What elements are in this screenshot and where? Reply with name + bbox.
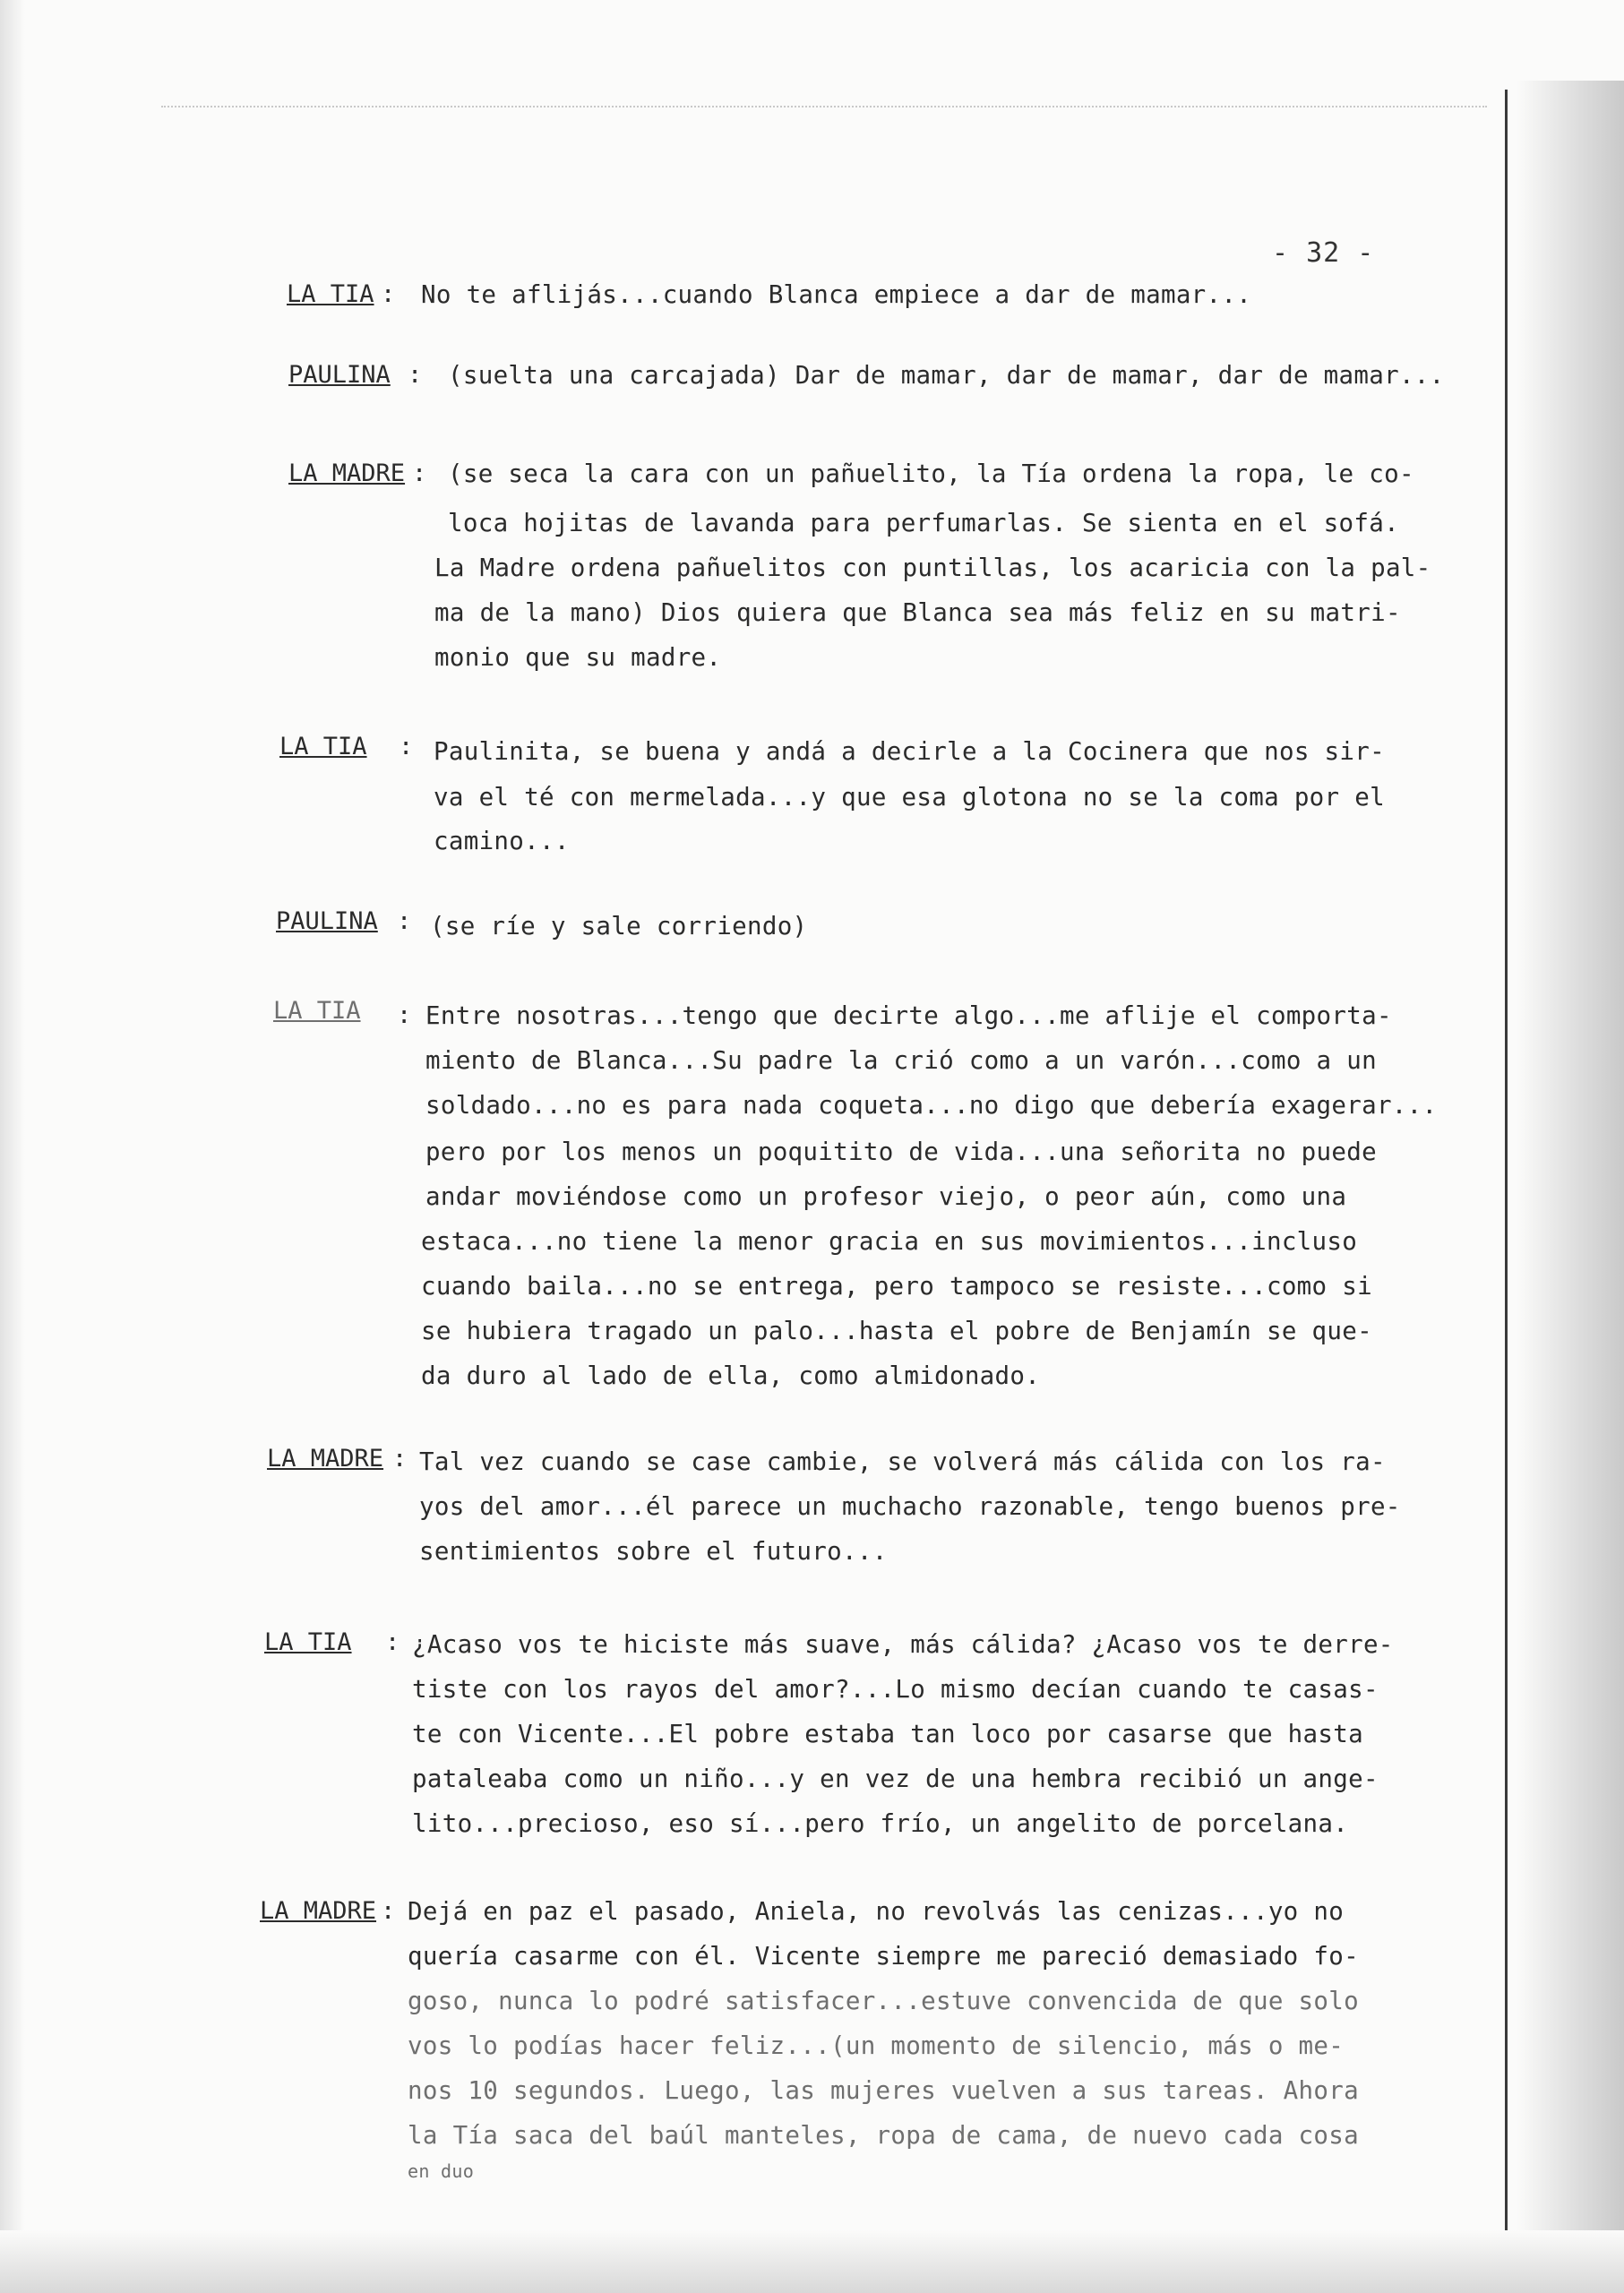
speaker-label: LA TIA — [273, 997, 361, 1025]
page-edge-line — [1505, 90, 1508, 2239]
scan-edge-left — [0, 0, 25, 2293]
dialogue-line: estaca...no tiene la menor gracia en sus movimientos...incluso — [421, 1227, 1358, 1256]
speaker-label: LA TIA — [279, 733, 367, 760]
dialogue-line: loca hojitas de lavanda para perfumarlas. Se sienta en el sofá. — [448, 509, 1399, 537]
dialogue-line: lito...precioso, eso sí...pero frío, un angelito de porcelana. — [412, 1809, 1349, 1838]
speaker-colon: : — [397, 1001, 412, 1029]
page-number: - 32 - — [1272, 237, 1375, 269]
dialogue-line: (se ríe y sale corriendo) — [430, 912, 808, 940]
dialogue-line: (se seca la cara con un pañuelito, la Tía ordena la ropa, le co- — [448, 459, 1414, 488]
speaker-label: LA TIA — [264, 1628, 352, 1656]
speaker-colon: : — [412, 459, 427, 487]
dialogue-line: pataleaba como un niño...y en vez de una hembra recibió un ange- — [412, 1765, 1379, 1793]
dialogue-line: sentimientos sobre el futuro... — [419, 1537, 888, 1566]
speaker-colon: : — [408, 361, 423, 389]
dialogue-line: va el té con mermelada...y que esa glotona no se la coma por el — [434, 783, 1385, 812]
dialogue-line: Dejá en paz el pasado, Aniela, no revolvás las cenizas...yo no — [408, 1897, 1345, 1926]
dialogue-line: cuando baila...no se entrega, pero tampoco se resiste...como si — [421, 1272, 1372, 1301]
dialogue-line: goso, nunca lo podré satisfacer...estuve convencida de que solo — [408, 1987, 1359, 2015]
scan-edge-right — [1517, 81, 1624, 2248]
dialogue-line: tiste con los rayos del amor?...Lo mismo decían cuando te casas- — [412, 1675, 1379, 1704]
dialogue-line: No te aflijás...cuando Blanca empiece a dar de mamar... — [421, 280, 1252, 309]
speaker-colon: : — [381, 1897, 396, 1925]
speaker-label: PAULINA — [276, 907, 378, 935]
dialogue-line: Tal vez cuando se case cambie, se volverá más cálida con los ra- — [419, 1447, 1386, 1476]
speaker-label: LA MADRE — [267, 1445, 384, 1473]
speaker-label: LA MADRE — [288, 459, 406, 487]
dialogue-line: te con Vicente...El pobre estaba tan loco por casarse que hasta — [412, 1720, 1363, 1748]
scan-edge-bottom — [0, 2230, 1624, 2293]
dialogue-line: La Madre ordena pañuelitos con puntillas, los acaricia con la pal- — [434, 554, 1431, 582]
dialogue-line: andar moviéndose como un profesor viejo, o peor aún, como una — [425, 1182, 1347, 1211]
dialogue-line: ma de la mano) Dios quiera que Blanca sea más feliz en su matri- — [434, 598, 1401, 627]
speaker-colon: : — [385, 1628, 400, 1656]
speaker-label: LA TIA — [287, 280, 374, 308]
speaker-colon: : — [397, 907, 412, 935]
speaker-colon: : — [392, 1445, 408, 1473]
speaker-label: PAULINA — [288, 361, 391, 389]
dialogue-line: ¿Acaso vos te hiciste más suave, más cálida? ¿Acaso vos te derre- — [412, 1630, 1394, 1659]
speaker-label: LA MADRE — [260, 1897, 377, 1925]
dialogue-line: miento de Blanca...Su padre la crió como a un varón...como a un — [425, 1046, 1377, 1075]
dialogue-line: da duro al lado de ella, como almidonado. — [421, 1361, 1041, 1390]
dialogue-line: la Tía saca del baúl manteles, ropa de cama, de nuevo cada cosa — [408, 2121, 1359, 2150]
dialogue-line: pero por los menos un poquitito de vida...una señorita no puede — [425, 1138, 1377, 1166]
scan-noise-top — [161, 106, 1487, 116]
dialogue-line: soldado...no es para nada coqueta...no digo que debería exagerar... — [425, 1091, 1438, 1120]
dialogue-line: se hubiera tragado un palo...hasta el pobre de Benjamín se que- — [421, 1317, 1372, 1345]
dialogue-line: vos lo podías hacer feliz...(un momento de silencio, más o me- — [408, 2031, 1345, 2060]
dialogue-line: en duo — [408, 2160, 475, 2182]
dialogue-line: yos del amor...él parece un muchacho razonable, tengo buenos pre- — [419, 1492, 1401, 1521]
dialogue-line: quería casarme con él. Vicente siempre me pareció demasiado fo- — [408, 1942, 1359, 1971]
speaker-colon: : — [381, 280, 396, 308]
speaker-colon: : — [399, 733, 414, 760]
dialogue-line: camino... — [434, 827, 570, 855]
dialogue-line: (suelta una carcajada) Dar de mamar, dar de mamar, dar de mamar... — [448, 361, 1445, 390]
dialogue-line: nos 10 segundos. Luego, las mujeres vuelven a sus tareas. Ahora — [408, 2076, 1359, 2105]
dialogue-line: monio que su madre. — [434, 643, 722, 672]
dialogue-line: Paulinita, se buena y andá a decirle a la Cocinera que nos sir- — [434, 737, 1385, 766]
dialogue-line: Entre nosotras...tengo que decirte algo...me aflije el comporta- — [425, 1001, 1392, 1030]
